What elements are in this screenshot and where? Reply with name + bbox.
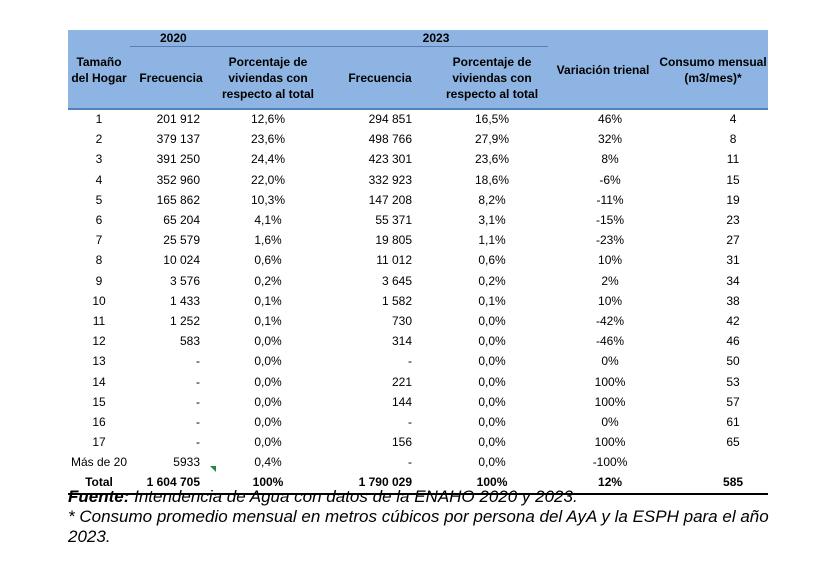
- table-row: [68, 149, 768, 169]
- table-row: [68, 291, 768, 311]
- cell-monthly-consumption: 4: [729, 112, 737, 127]
- cell-household-size: 13: [92, 354, 106, 369]
- cell-frequency-2020: -: [196, 414, 200, 429]
- cell-household-size: Más de 20: [70, 455, 128, 470]
- header-frequency-2020: Frecuencia: [130, 47, 212, 110]
- cell-frequency-2020: 379 137: [156, 132, 200, 147]
- cell-household-size: 8: [95, 253, 103, 268]
- footnote: * Consumo promedio mensual en metros cúbicos por persona del AyA y la ESPH para el año 2023.: [68, 507, 769, 546]
- cell-percentage-2023: 3,1%: [478, 213, 506, 228]
- cell-frequency-2020: 1 252: [169, 313, 200, 328]
- cell-error-indicator: [210, 466, 216, 472]
- cell-frequency-2020: -: [196, 374, 200, 389]
- cell-frequency-2020: 201 912: [156, 112, 200, 127]
- cell-frequency-2023: 423 301: [368, 152, 413, 167]
- cell-household-size: 5: [95, 192, 103, 207]
- table-row: [68, 271, 768, 291]
- table-row: [68, 129, 768, 149]
- cell-percentage-2020: 24,4%: [250, 152, 286, 167]
- cell-household-size: 7: [95, 233, 103, 248]
- cell-percentage-2023: 8,2%: [478, 192, 506, 207]
- cell-monthly-consumption: 46: [726, 334, 740, 349]
- cell-percentage-2023: 0,0%: [478, 313, 506, 328]
- cell-frequency-2020: -: [196, 354, 200, 369]
- cell-monthly-consumption: 23: [726, 213, 740, 228]
- household-size-table: [68, 30, 768, 495]
- cell-triennial-variation: 0%: [601, 354, 619, 369]
- cell-household-size: 11: [92, 313, 106, 328]
- table-row: [68, 432, 768, 452]
- cell-frequency-2020: 65 204: [163, 213, 200, 228]
- cell-frequency-2023: 498 766: [368, 132, 413, 147]
- table-row: [68, 351, 768, 371]
- table-body: [68, 109, 768, 494]
- table-row: [68, 109, 768, 129]
- cell-frequency-2023: -: [408, 414, 413, 429]
- cell-monthly-consumption: 19: [726, 192, 740, 207]
- cell-frequency-2020: 10 024: [163, 253, 200, 268]
- header-year-2023: 2023: [324, 30, 548, 47]
- cell-monthly-consumption: 57: [726, 394, 740, 409]
- cell-triennial-variation: 32%: [598, 132, 623, 147]
- cell-household-size: 16: [92, 414, 106, 429]
- cell-frequency-2023: 144: [391, 394, 413, 409]
- cell-monthly-consumption: 61: [726, 414, 740, 429]
- cell-percentage-2020: 0,0%: [254, 374, 282, 389]
- cell-percentage-2020: 0,4%: [254, 455, 282, 470]
- cell-percentage-2023: 16,5%: [475, 112, 510, 127]
- cell-triennial-variation: 8%: [601, 152, 619, 167]
- cell-percentage-2023: 0,0%: [478, 354, 506, 369]
- cell-monthly-consumption: 15: [726, 172, 740, 187]
- cell-frequency-2023: 314: [391, 334, 413, 349]
- cell-percentage-2023: 0,0%: [478, 414, 506, 429]
- source-label: Fuente:: [68, 487, 130, 506]
- cell-percentage-2023: 0,0%: [478, 334, 506, 349]
- table-row: [68, 170, 768, 190]
- table-row: [68, 331, 768, 351]
- cell-percentage-2020: 0,1%: [254, 293, 282, 308]
- cell-percentage-2020: 0,1%: [254, 313, 282, 328]
- table-row: [68, 452, 768, 472]
- cell-percentage-2020: 10,3%: [250, 192, 286, 207]
- cell-monthly-consumption: 38: [726, 293, 740, 308]
- header-frequency-2023: Frecuencia: [324, 47, 436, 110]
- cell-percentage-2023: 0,0%: [478, 435, 506, 450]
- table-row: [68, 230, 768, 250]
- cell-triennial-variation: -42%: [596, 313, 625, 328]
- cell-percentage-2020: 0,0%: [254, 394, 282, 409]
- cell-frequency-2023: 55 371: [375, 213, 413, 228]
- cell-monthly-consumption: 50: [726, 354, 740, 369]
- cell-household-size: 2: [95, 132, 103, 147]
- cell-percentage-2020: 0,0%: [254, 414, 282, 429]
- cell-percentage-2020: 0,6%: [254, 253, 282, 268]
- cell-frequency-2020: 391 250: [156, 152, 200, 167]
- cell-monthly-consumption: 27: [726, 233, 740, 248]
- cell-household-size: 12: [92, 334, 106, 349]
- cell-frequency-2023: 3 645: [381, 273, 413, 288]
- cell-frequency-2020: 3 576: [169, 273, 200, 288]
- header-percentage-2020: Porcentaje de viviendas con respecto al total: [212, 47, 324, 110]
- table-row: [68, 210, 768, 230]
- cell-frequency-2023: 1 582: [381, 293, 413, 308]
- table-row: [68, 250, 768, 270]
- cell-triennial-variation: 100%: [594, 394, 626, 409]
- cell-percentage-2023: 0,0%: [478, 455, 506, 470]
- cell-household-size: 1: [95, 112, 103, 127]
- header-percentage-2023: Porcentaje de viviendas con respecto al total: [436, 47, 548, 110]
- cell-frequency-2023: -: [408, 455, 413, 470]
- cell-household-size: Total: [68, 472, 130, 493]
- cell-frequency-2023: 156: [391, 435, 413, 450]
- cell-percentage-2020: 22,0%: [250, 172, 286, 187]
- cell-percentage-2023: 100%: [436, 472, 548, 493]
- cell-triennial-variation: -15%: [596, 213, 625, 228]
- cell-triennial-variation: 12%: [548, 472, 658, 493]
- cell-percentage-2023: 27,9%: [475, 132, 510, 147]
- cell-frequency-2023: -: [408, 354, 413, 369]
- cell-household-size: 9: [95, 273, 103, 288]
- cell-triennial-variation: -46%: [596, 334, 625, 349]
- cell-household-size: 15: [92, 394, 106, 409]
- cell-household-size: 14: [92, 374, 106, 389]
- cell-percentage-2020: 0,0%: [254, 354, 282, 369]
- cell-household-size: 10: [92, 293, 106, 308]
- cell-frequency-2020: -: [196, 435, 200, 450]
- cell-monthly-consumption: 53: [726, 374, 740, 389]
- cell-monthly-consumption: 8: [729, 132, 737, 147]
- cell-triennial-variation: 10%: [598, 293, 623, 308]
- cell-frequency-2023: 1 790 029: [324, 472, 436, 493]
- cell-monthly-consumption: [658, 452, 768, 472]
- table-notes: [68, 487, 788, 547]
- header-household-size: Tamaño del Hogar: [68, 30, 130, 109]
- table-row: [68, 371, 768, 391]
- cell-percentage-2023: 0,6%: [478, 253, 506, 268]
- cell-triennial-variation: 2%: [601, 273, 619, 288]
- household-size-table-container: [68, 30, 768, 495]
- cell-monthly-consumption: 42: [726, 313, 740, 328]
- cell-triennial-variation: 100%: [594, 435, 626, 450]
- cell-monthly-consumption: 31: [726, 253, 740, 268]
- cell-triennial-variation: -11%: [596, 192, 624, 207]
- cell-frequency-2020: 25 579: [163, 233, 200, 248]
- table-row: [68, 392, 768, 412]
- cell-percentage-2023: 0,1%: [478, 293, 506, 308]
- cell-monthly-consumption: 34: [726, 273, 740, 288]
- cell-triennial-variation: -100%: [592, 455, 628, 470]
- header-monthly-consumption: Consumo mensual (m3/mes)*: [658, 30, 768, 109]
- cell-percentage-2020: 0,2%: [254, 273, 282, 288]
- cell-frequency-2020: 1 433: [169, 293, 200, 308]
- cell-triennial-variation: -6%: [599, 172, 621, 187]
- cell-frequency-2023: 332 923: [368, 172, 413, 187]
- cell-household-size: 6: [95, 213, 103, 228]
- cell-frequency-2020: 1 604 705: [130, 472, 212, 493]
- source-note: [68, 487, 788, 507]
- cell-frequency-2023: 147 208: [368, 192, 413, 207]
- cell-percentage-2020: 12,6%: [250, 112, 286, 127]
- table-row: [68, 311, 768, 331]
- cell-frequency-2023: 294 851: [368, 112, 413, 127]
- cell-percentage-2023: 23,6%: [475, 152, 510, 167]
- cell-frequency-2020: 583: [179, 334, 200, 349]
- cell-monthly-consumption: 585: [658, 472, 768, 493]
- cell-frequency-2023: 221: [391, 374, 413, 389]
- cell-triennial-variation: 10%: [598, 253, 623, 268]
- cell-percentage-2020: 1,6%: [254, 233, 282, 248]
- source-text: Intendencia de Agua con datos de la ENAHO 2020 y 2023.: [129, 487, 578, 506]
- cell-household-size: 3: [95, 152, 103, 167]
- cell-frequency-2020: 5933: [173, 455, 200, 470]
- cell-percentage-2023: 18,6%: [475, 172, 510, 187]
- table-header: [68, 30, 768, 109]
- cell-percentage-2020: 100%: [212, 472, 324, 493]
- header-bottom-rule: [68, 108, 768, 110]
- cell-percentage-2023: 0,0%: [478, 374, 506, 389]
- cell-percentage-2020: 0,0%: [254, 334, 282, 349]
- cell-triennial-variation: 0%: [601, 414, 619, 429]
- table-row: [68, 412, 768, 432]
- header-year-2020: 2020: [130, 30, 324, 47]
- cell-percentage-2023: 1,1%: [478, 233, 506, 248]
- cell-frequency-2020: 352 960: [156, 172, 200, 187]
- cell-percentage-2020: 4,1%: [254, 213, 282, 228]
- cell-monthly-consumption: 65: [726, 435, 740, 450]
- cell-household-size: 4: [95, 172, 103, 187]
- table-row: [68, 190, 768, 210]
- cell-frequency-2020: 165 862: [156, 192, 200, 207]
- cell-frequency-2023: 11 012: [376, 253, 413, 268]
- cell-household-size: 17: [92, 435, 106, 450]
- cell-frequency-2023: 19 805: [375, 233, 413, 248]
- cell-percentage-2023: 0,0%: [478, 394, 506, 409]
- cell-frequency-2020: -: [196, 394, 200, 409]
- cell-triennial-variation: 100%: [594, 374, 626, 389]
- header-triennial-variation: Variación trienal: [548, 30, 658, 109]
- cell-percentage-2020: 0,0%: [254, 435, 282, 450]
- cell-monthly-consumption: 11: [726, 152, 740, 167]
- cell-triennial-variation: -23%: [596, 233, 625, 248]
- cell-percentage-2020: 23,6%: [250, 132, 286, 147]
- cell-percentage-2023: 0,2%: [478, 273, 506, 288]
- cell-triennial-variation: 46%: [598, 112, 623, 127]
- cell-frequency-2023: 730: [391, 313, 413, 328]
